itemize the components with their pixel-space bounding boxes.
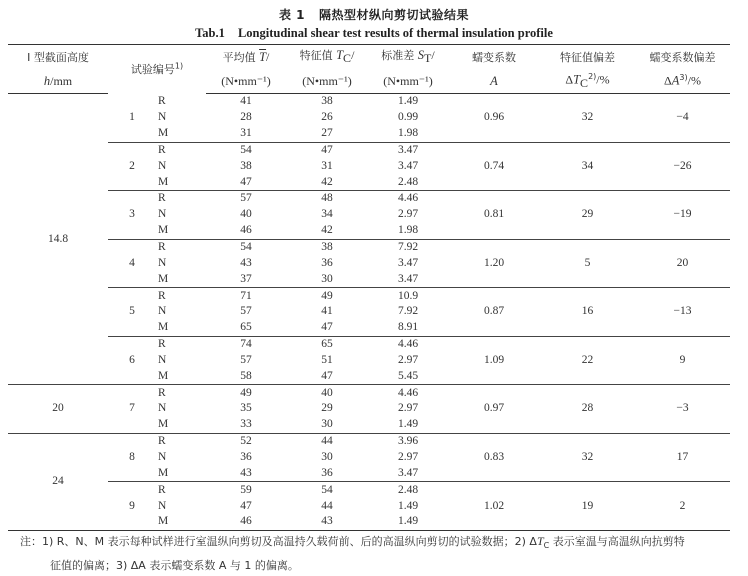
mean-value: 41 xyxy=(240,95,252,108)
creep-coefficient: 1.20 xyxy=(448,239,540,288)
condition-label: M xyxy=(156,514,206,530)
shear-test-results-table xyxy=(8,44,730,531)
mean-value: 49 xyxy=(206,385,286,401)
creep-coefficient: 0.81 xyxy=(448,191,540,240)
group-number: 6 xyxy=(108,336,156,385)
mean-value: 52 xyxy=(206,433,286,449)
characteristic-value: 29 xyxy=(321,402,333,415)
creep-coefficient: 0.83 xyxy=(448,433,540,482)
mean-value: 57 xyxy=(240,305,252,318)
condition-label: N xyxy=(158,208,167,221)
condition-label: N xyxy=(158,353,167,366)
table-caption-cn xyxy=(0,6,748,23)
header-std-unit: (N•mm⁻¹) xyxy=(368,69,448,94)
std-deviation: 3.47 xyxy=(397,272,419,285)
table-row xyxy=(8,239,730,255)
characteristic-value: 51 xyxy=(321,353,333,366)
char-value-deviation: 34 xyxy=(540,142,635,191)
creep-coef-deviation: 17 xyxy=(635,433,730,482)
mean-value: 35 xyxy=(240,402,252,415)
header-mean: 平均值 $\overline{T}/$ xyxy=(206,45,286,70)
condition-label: N xyxy=(158,305,167,318)
characteristic-value: 41 xyxy=(321,305,333,318)
mean-value: 43 xyxy=(240,466,252,479)
condition-label: R xyxy=(156,482,206,498)
condition-label: N xyxy=(158,499,167,512)
group-number: 3 xyxy=(108,191,156,240)
mean-value: 47 xyxy=(240,499,252,512)
creep-coefficient: 1.02 xyxy=(448,482,540,531)
header-test-no: 试验编号$^{1)}$ xyxy=(108,45,206,94)
mean-value: 65 xyxy=(240,321,252,334)
table-row xyxy=(8,385,730,401)
mean-value: 37 xyxy=(240,272,252,285)
condition-label: N xyxy=(158,159,167,172)
condition-label: R xyxy=(156,142,206,158)
mean-value: 57 xyxy=(240,353,252,366)
creep-coef-deviation: 2 xyxy=(635,482,730,531)
std-deviation: 2.48 xyxy=(368,482,448,498)
char-value-deviation: 19 xyxy=(540,482,635,531)
header-char-unit: (N•mm⁻¹) xyxy=(286,69,368,94)
header-creep: 蠕变系数 xyxy=(448,45,540,70)
mean-value: 33 xyxy=(240,418,252,431)
condition-label: N xyxy=(158,402,167,415)
table-caption-en xyxy=(0,26,748,41)
std-deviation: 10.9 xyxy=(368,288,448,304)
table-row xyxy=(8,94,730,110)
mean-value: 59 xyxy=(206,482,286,498)
characteristic-value: 48 xyxy=(286,191,368,207)
char-value-deviation: 28 xyxy=(540,385,635,434)
mean-value: 71 xyxy=(206,288,286,304)
condition-label: R xyxy=(156,433,206,449)
header-creep-dev-unit: ΔA$^{3)}$/% xyxy=(635,69,730,94)
header-creep-dev: 蠕变系数偏差 xyxy=(635,45,730,70)
section-height: 24 xyxy=(8,433,108,530)
std-deviation: 7.92 xyxy=(368,239,448,255)
creep-coef-deviation: −3 xyxy=(635,385,730,434)
characteristic-value: 44 xyxy=(286,433,368,449)
creep-coefficient: 0.97 xyxy=(448,385,540,434)
std-deviation: 3.47 xyxy=(397,466,419,479)
condition-label: R xyxy=(158,95,166,108)
mean-value: 31 xyxy=(240,127,252,140)
std-deviation: 1.49 xyxy=(397,418,419,431)
characteristic-value: 54 xyxy=(286,482,368,498)
group-number: 9 xyxy=(108,482,156,531)
std-deviation: 1.49 xyxy=(397,95,419,108)
condition-label: M xyxy=(158,224,169,237)
group-number: 5 xyxy=(108,288,156,337)
table-note xyxy=(20,531,735,576)
std-deviation: 1.98 xyxy=(397,127,419,140)
creep-coef-deviation: −4 xyxy=(676,111,689,124)
mean-value: 28 xyxy=(240,111,252,124)
mean-value: 38 xyxy=(240,159,252,172)
table-row xyxy=(8,142,730,158)
char-value-deviation: 5 xyxy=(540,239,635,288)
mean-value: 58 xyxy=(240,369,252,382)
table-title-en: Longitudinal shear test results of thermal insulation profile xyxy=(237,26,553,40)
creep-coef-deviation: −13 xyxy=(635,288,730,337)
table-title-cn: 隔热型材纵向剪切试验结果 xyxy=(319,8,470,22)
creep-coefficient: 0.87 xyxy=(448,288,540,337)
condition-label: N xyxy=(158,450,167,463)
std-deviation: 2.97 xyxy=(397,353,419,366)
header-characteristic: 特征值 $T_C/$ xyxy=(286,45,368,70)
header-height-unit: h/mm xyxy=(8,69,108,94)
creep-coefficient: 1.09 xyxy=(448,336,540,385)
characteristic-value: 42 xyxy=(321,175,333,188)
mean-value: 46 xyxy=(240,224,252,237)
table-body xyxy=(8,94,730,531)
mean-value: 74 xyxy=(206,336,286,352)
char-value-deviation: 29 xyxy=(540,191,635,240)
mean-value: 43 xyxy=(240,256,252,269)
header-row-1 xyxy=(8,45,730,70)
std-deviation: 8.91 xyxy=(397,321,419,334)
header-height: I 型截面高度 xyxy=(8,45,108,70)
condition-label: R xyxy=(156,336,206,352)
characteristic-value: 43 xyxy=(286,514,368,530)
mean-value: 57 xyxy=(206,191,286,207)
char-value-deviation: 32 xyxy=(581,111,594,124)
characteristic-value: 47 xyxy=(321,369,333,382)
condition-label: M xyxy=(158,272,169,285)
std-deviation: 1.49 xyxy=(368,514,448,530)
header-char-dev-unit: $\Delta T_C^{2)}/\%$ xyxy=(540,69,635,94)
table-number-en: Tab.1 xyxy=(195,26,225,40)
std-deviation: 2.97 xyxy=(397,450,419,463)
condition-label: R xyxy=(156,239,206,255)
creep-coef-deviation: −19 xyxy=(635,191,730,240)
characteristic-value: 27 xyxy=(321,127,333,140)
note-line-1: 注：1) R、N、M 表示每种试样进行室温纵向剪切及高温持久载荷前、后的高温纵向剪切的试验数据；2) $\Delta T_C$ 表示室温与高温纵向抗剪特 xyxy=(20,534,685,551)
table-row xyxy=(8,288,730,304)
header-std: 标准差 $S_T/$ xyxy=(368,45,448,70)
std-deviation: 1.49 xyxy=(397,499,419,512)
std-deviation: 5.45 xyxy=(397,369,419,382)
std-deviation: 7.92 xyxy=(397,305,419,318)
std-deviation: 0.99 xyxy=(397,111,419,124)
characteristic-value: 31 xyxy=(321,159,333,172)
group-number: 1 xyxy=(129,111,135,124)
condition-label: N xyxy=(158,111,167,124)
table-row xyxy=(8,336,730,352)
characteristic-value: 34 xyxy=(321,208,333,221)
characteristic-value: 49 xyxy=(286,288,368,304)
characteristic-value: 47 xyxy=(286,142,368,158)
header-char-dev: 特征值偏差 xyxy=(540,45,635,70)
condition-label: M xyxy=(158,418,169,431)
std-deviation: 2.97 xyxy=(397,402,419,415)
mean-value: 40 xyxy=(240,208,252,221)
condition-label: N xyxy=(158,256,167,269)
std-deviation: 2.48 xyxy=(397,175,419,188)
mean-value: 54 xyxy=(206,239,286,255)
condition-label: M xyxy=(158,369,169,382)
note-line-2: 征值的偏离；3) ΔA 表示蠕变系数 A 与 1 的偏离。 xyxy=(50,559,299,573)
char-value-deviation: 32 xyxy=(540,433,635,482)
condition-label: R xyxy=(156,385,206,401)
table-row xyxy=(8,433,730,449)
characteristic-value: 42 xyxy=(321,224,333,237)
std-deviation: 3.96 xyxy=(368,433,448,449)
std-deviation: 4.46 xyxy=(368,191,448,207)
condition-label: R xyxy=(156,288,206,304)
table-row xyxy=(8,191,730,207)
characteristic-value: 47 xyxy=(321,321,333,334)
mean-value: 47 xyxy=(240,175,252,188)
characteristic-value: 38 xyxy=(321,95,333,108)
condition-label: M xyxy=(158,321,169,334)
table-row xyxy=(8,482,730,498)
characteristic-value: 65 xyxy=(286,336,368,352)
section-height: 14.8 xyxy=(47,232,69,245)
creep-coef-deviation: 9 xyxy=(635,336,730,385)
creep-coef-deviation: 20 xyxy=(635,239,730,288)
characteristic-value: 30 xyxy=(321,450,333,463)
std-deviation: 3.47 xyxy=(368,142,448,158)
char-value-deviation: 16 xyxy=(540,288,635,337)
creep-coefficient: 0.96 xyxy=(483,111,505,124)
condition-label: M xyxy=(158,127,169,140)
table-number-cn: 表 1 xyxy=(278,8,305,22)
condition-label: M xyxy=(158,466,169,479)
std-deviation: 1.98 xyxy=(397,224,419,237)
group-number: 2 xyxy=(108,142,156,191)
characteristic-value: 30 xyxy=(321,418,333,431)
std-deviation: 3.47 xyxy=(397,256,419,269)
characteristic-value: 44 xyxy=(321,499,333,512)
section-height: 20 xyxy=(8,385,108,434)
char-value-deviation: 22 xyxy=(540,336,635,385)
characteristic-value: 36 xyxy=(321,256,333,269)
characteristic-value: 36 xyxy=(321,466,333,479)
std-deviation: 3.47 xyxy=(397,159,419,172)
group-number: 8 xyxy=(108,433,156,482)
std-deviation: 4.46 xyxy=(368,336,448,352)
group-number: 7 xyxy=(108,385,156,434)
creep-coef-deviation: −26 xyxy=(635,142,730,191)
condition-label: M xyxy=(158,175,169,188)
mean-value: 46 xyxy=(206,514,286,530)
mean-value: 36 xyxy=(240,450,252,463)
group-number: 4 xyxy=(108,239,156,288)
characteristic-value: 40 xyxy=(286,385,368,401)
characteristic-value: 26 xyxy=(321,111,333,124)
condition-label: R xyxy=(156,191,206,207)
std-deviation: 2.97 xyxy=(397,208,419,221)
header-creep-symbol: A xyxy=(448,69,540,94)
characteristic-value: 38 xyxy=(286,239,368,255)
header-mean-unit: (N•mm⁻¹) xyxy=(206,69,286,94)
characteristic-value: 30 xyxy=(321,272,333,285)
creep-coefficient: 0.74 xyxy=(448,142,540,191)
std-deviation: 4.46 xyxy=(368,385,448,401)
mean-value: 54 xyxy=(206,142,286,158)
